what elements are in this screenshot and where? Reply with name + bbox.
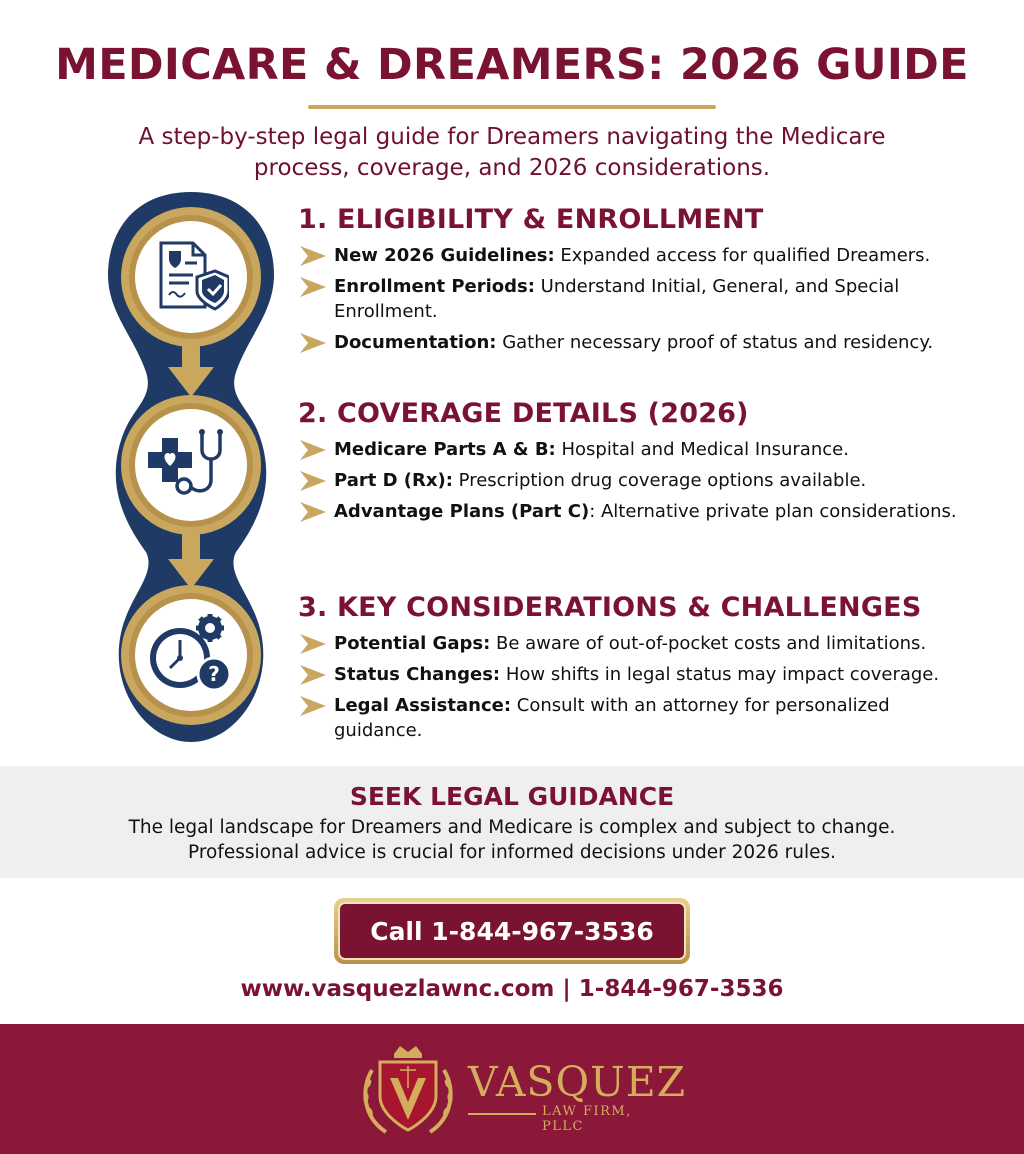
step-icon-rail — [108, 192, 274, 742]
list-item — [298, 274, 998, 324]
bullet-text: Hospital and Medical Insurance. — [555, 439, 849, 460]
bullet-text: Consult with an attorney for personalized guidance. — [334, 695, 890, 741]
bullet-label: Potential Gaps: — [334, 633, 491, 654]
firm-name: VASQUEZ — [468, 1058, 687, 1106]
list-item — [298, 499, 998, 524]
chevron-right-icon — [298, 469, 334, 493]
firm-subtitle: LAW FIRM, PLLC — [542, 1104, 632, 1134]
chevron-right-icon — [298, 694, 334, 718]
bullet-label: Advantage Plans (Part C) — [334, 501, 590, 522]
list-item — [298, 693, 998, 743]
list-item — [298, 662, 998, 687]
bullet-text: Gather necessary proof of status and residency. — [496, 332, 934, 353]
list-item — [298, 468, 998, 493]
chevron-right-icon — [298, 632, 334, 656]
svg-text:?: ? — [208, 662, 220, 686]
bullet-label: Documentation: — [334, 332, 497, 353]
call-button[interactable] — [334, 898, 690, 964]
seek-legal-guidance-band — [0, 766, 1024, 878]
section-heading: 3. KEY CONSIDERATIONS & CHALLENGES — [298, 592, 922, 623]
contact-line[interactable]: www.vasquezlawnc.com | 1-844-967-3536 — [240, 976, 784, 1002]
footer — [0, 1024, 1024, 1154]
medical-cross-stethoscope-icon — [148, 428, 234, 504]
guidance-line-2: Professional advice is crucial for informed decisions under 2026 rules. — [188, 842, 836, 863]
document-shield-check-icon — [153, 239, 229, 315]
bullet-text: How shifts in legal status may impact coverage. — [500, 664, 940, 685]
section-coverage — [298, 398, 998, 530]
guidance-heading: SEEK LEGAL GUIDANCE — [349, 782, 675, 811]
list-item — [298, 243, 998, 268]
list-item — [298, 437, 998, 462]
chevron-right-icon — [298, 500, 334, 524]
bullet-label: Part D (Rx): — [334, 470, 453, 491]
bullet-label: Status Changes: — [334, 664, 501, 685]
subtitle-line-1: A step-by-step legal guide for Dreamers navigating the Medicare — [138, 124, 886, 150]
bullet-label: Enrollment Periods: — [334, 276, 535, 297]
chevron-right-icon — [298, 663, 334, 687]
list-item — [298, 330, 998, 355]
bullet-text: Expanded access for qualified Dreamers. — [554, 245, 931, 266]
logo-divider — [468, 1113, 536, 1115]
chevron-right-icon — [298, 438, 334, 462]
clock-gear-question-icon — [148, 614, 234, 694]
title-divider — [308, 105, 716, 109]
section-heading: 2. COVERAGE DETAILS (2026) — [298, 398, 749, 429]
bullet-label: New 2026 Guidelines: — [334, 245, 555, 266]
list-item — [298, 631, 998, 656]
bullet-text: Be aware of out-of-pocket costs and limitations. — [490, 633, 927, 654]
chevron-right-icon — [298, 331, 334, 355]
guidance-line-1: The legal landscape for Dreamers and Medicare is complex and subject to change. — [128, 817, 896, 838]
chevron-right-icon — [298, 275, 334, 299]
bullet-text: Understand Initial, General, and Special Enrollment. — [334, 276, 900, 322]
bullet-label: Medicare Parts A & B: — [334, 439, 556, 460]
section-considerations — [298, 592, 998, 749]
chevron-right-icon — [298, 244, 334, 268]
bullet-label: Legal Assistance: — [334, 695, 512, 716]
subtitle-line-2: process, coverage, and 2026 considerations. — [253, 155, 771, 181]
page-title: MEDICARE & DREAMERS: 2026 GUIDE — [55, 40, 969, 90]
section-heading: 1. ELIGIBILITY & ENROLLMENT — [298, 204, 764, 235]
bullet-text: Prescription drug coverage options available. — [452, 470, 867, 491]
firm-logo — [356, 1040, 687, 1140]
bullet-text: : Alternative private plan considerations. — [589, 501, 957, 522]
call-button-label[interactable]: Call 1-844-967-3536 — [338, 902, 686, 960]
section-eligibility — [298, 204, 998, 361]
crest-icon — [356, 1040, 460, 1140]
subtitle — [0, 122, 1024, 184]
